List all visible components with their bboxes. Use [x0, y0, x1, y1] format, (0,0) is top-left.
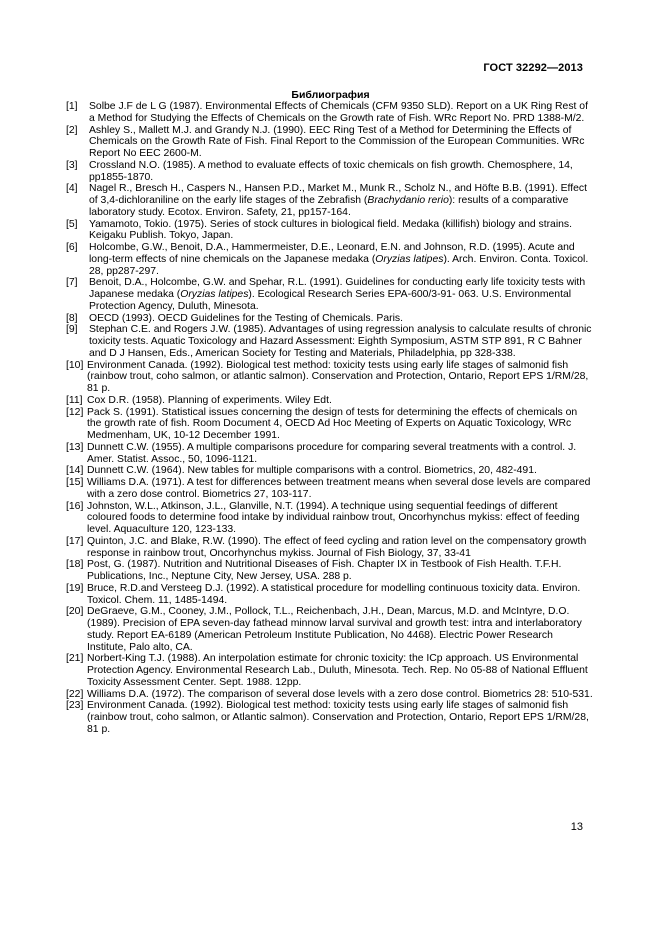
species-name: Oryzias latipes — [375, 253, 444, 265]
reference-item — [66, 465, 594, 477]
reference-text: Dunnett C.W. (1955). A multiple comparisons procedure for comparing several treatments with a control. J. Amer. Statist. Assoc., 50, 1096-1121. — [87, 441, 577, 465]
reference-number: [14] — [66, 465, 84, 477]
reference-text-part: Holcombe, G.W., Benoit, D.A., Hammermeister, D.E., Leonard, E.N. and Johnson, R.D. (1995). Acute and long-term effects of nine chemicals on the Japanese medaka ( — [89, 242, 575, 265]
reference-text: Stephan C.E. and Rogers J.W. (1985). Advantages of using regression analysis to calculate results of chronic toxicity tests. Aquatic Toxicology and Hazard Assessment: Eighth Symposium, ASTM STP 891, R C Bahner and D J Hansen, Eds., American Society for Testing and Materials, Philadelphia, pp 328-338. — [89, 324, 592, 359]
reference-text: Environment Canada. (1992). Biological test method: toxicity tests using early life stages of salmonid fish (rainbow trout, coho salmon, or Atlantic salmon). Conservation and Protection, Ontario, Report EPS 1/RM/28, 81 p. — [87, 700, 589, 735]
reference-item — [66, 324, 594, 359]
bibliography-title: Библиография — [291, 89, 370, 101]
reference-number: [7] — [66, 277, 78, 289]
reference-number: [21] — [66, 653, 84, 665]
reference-number: [11] — [66, 394, 83, 406]
reference-item — [66, 313, 594, 325]
reference-number: [13] — [66, 441, 84, 453]
reference-item — [66, 395, 594, 407]
reference-text: Post, G. (1987). Nutrition and Nutritional Diseases of Fish. Chapter IX in Testbook of Fish Health. T.F.H. Publications, Inc., Neptune City, New Jersey, USA. 288 p. — [87, 559, 562, 582]
page-number: 13 — [570, 821, 583, 833]
reference-number: [17] — [66, 535, 84, 547]
reference-number: [23] — [66, 700, 84, 712]
reference-item — [66, 689, 594, 701]
reference-text: Ashley S., Mallett M.J. and Grandy N.J. (1990). EEC Ring Test of a Method for Determining the Effects of Chemicals on the Growth Rate of Fish. Final Report to the Commission of the European Communities. WRc Report No EEC 2600-M. — [89, 124, 585, 159]
reference-item — [66, 183, 594, 218]
reference-number: [22] — [66, 688, 84, 700]
reference-item — [66, 559, 594, 583]
reference-number: [12] — [66, 406, 84, 418]
reference-number: [16] — [66, 500, 84, 512]
reference-item — [66, 407, 594, 442]
reference-item — [66, 101, 594, 125]
reference-item — [66, 125, 594, 160]
reference-text: Williams D.A. (1972). The comparison of several dose levels with a zero dose control. Biometrics 28: 510-531. — [87, 688, 593, 700]
reference-text: Yamamoto, Tokio. (1975). Series of stock cultures in biological field. Medaka (killifish) biology and strains. Keigaku Publish. Tokyo, Japan. — [89, 218, 573, 242]
species-name: Brachydanio rerio — [367, 195, 449, 206]
reference-item — [66, 501, 594, 536]
reference-text-part: Nagel R., Bresch H., Caspers N., Hansen P.D., Market M., Munk R., Scholz N., and Höfte B.B. (1991). Effect of 3,4-dichloraniline on the early life stages of the Zebrafish ( — [89, 183, 587, 206]
reference-number: [10] — [66, 359, 84, 371]
reference-item — [66, 242, 594, 277]
reference-text: Crossland N.O. (1985). A method to evaluate effects of toxic chemicals on fish growth. Chemosphere, 14, pp1855-1870. — [89, 159, 573, 183]
reference-number: [4] — [66, 183, 78, 195]
reference-text: OECD (1993). OECD Guidelines for the Testing of Chemicals. Paris. — [89, 312, 403, 324]
reference-text — [89, 242, 594, 277]
reference-text: Williams D.A. (1971). A test for differences between treatment means when several dose levels are compared with a zero dose control. Biometrics 27, 103-117. — [87, 477, 591, 500]
reference-item — [66, 653, 594, 688]
reference-item — [66, 219, 594, 243]
reference-number: [19] — [66, 582, 84, 594]
reference-number: [8] — [66, 312, 78, 324]
standard-number: ГОСТ 32292—2013 — [483, 62, 583, 74]
reference-text-part: ): results of a comparative laboratory study. Ecotox. Environ. Safety, 21, pp157-164. — [89, 195, 569, 218]
reference-number: [1] — [66, 101, 78, 112]
reference-text-part: ). Ecological Research Series EPA-600/3-91- 063. U.S. Environmental Protection Agency, Duluth, Minesota. — [89, 289, 572, 312]
reference-text-part: ). Arch. Environ. Conta. Toxicol. 28, pp287-297. — [89, 253, 589, 277]
reference-text: Pack S. (1991). Statistical issues concerning the design of tests for determining the effects of chemicals on the growth rate of fish. Room Document 4, OECD Ad Hoc Meeting of Experts on Aquatic Toxicology, WRc Medmenham, UK, 10-12 December 1991. — [87, 406, 578, 441]
reference-text: Cox D.R. (1958). Planning of experiments. Wiley Edt. — [87, 394, 332, 406]
reference-text: Solbe J.F de L G (1987). Environmental Effects of Chemicals (CFM 9350 SLD). Report on a UK Ring Rest of a Method for Studying the Effects of Chemicals on the Growth rate of Fish. WRc Report No. PRD 1388-M/2. — [89, 101, 588, 124]
reference-text — [89, 183, 594, 218]
reference-text: Bruce, R.D.and Versteeg D.J. (1992). A statistical procedure for modelling continuous toxicity data. Environ. Toxicol. Chem. 11, 1485-1494. — [87, 582, 581, 606]
reference-list — [66, 101, 594, 736]
reference-item — [66, 277, 594, 312]
reference-number: [5] — [66, 218, 78, 230]
reference-item — [66, 536, 594, 560]
reference-item — [66, 477, 594, 501]
reference-item — [66, 700, 594, 735]
reference-number: [9] — [66, 324, 78, 336]
reference-text: Quinton, J.C. and Blake, R.W. (1990). The effect of feed cycling and ration level on the compensatory growth response in rainbow trout, Oncorhynchus mykiss. Journal of Fish Biology, 37, 33-41 — [87, 535, 587, 559]
reference-item — [66, 583, 594, 607]
reference-number: [3] — [66, 159, 78, 171]
reference-text — [89, 277, 594, 312]
reference-number: [6] — [66, 242, 78, 253]
reference-item — [66, 442, 594, 466]
reference-text: Environment Canada. (1992). Biological test method: toxicity tests using early life stages of salmonid fish (rainbow trout, coho salmon, or atlantic salmon). Conservation and Protection, Ontario, Report EPS 1/RM/28, 81 p. — [87, 359, 589, 394]
reference-number: [18] — [66, 559, 84, 571]
reference-text: Johnston, W.L., Atkinson, J.L., Glanville, N.T. (1994). A technique using sequential feedings of different coloured foods to determine food intake by individual rainbow trout, Oncorhynchus mykiss: effect of feeding level. Aquaculture 120, 123-133. — [87, 500, 580, 535]
reference-text: Norbert-King T.J. (1988). An interpolation estimate for chronic toxicity: the ICp approach. US Environmental Protection Agency. Environmental Research Lab., Duluth, Minesota. Tech. Rep. No 05-88 of National Effluent Toxicity Assessment Center. Sept. 1988. 12pp. — [87, 653, 588, 688]
reference-text: Dunnett C.W. (1964). New tables for multiple comparisons with a control. Biometrics, 20, 482-491. — [87, 465, 537, 477]
reference-item — [66, 160, 594, 184]
reference-text: DeGraeve, G.M., Cooney, J.M., Pollock, T.L., Reichenbach, J.H., Dean, Marcus, M.D. and McIntyre, D.O. (1989). Precision of EPA seven-day fathead minnow larval survival and growth test: intra and interlaboratory study. Report EA-6189 (American Petroleum Institute Publication, No 4468). Electric Power Research Institute, Palo alto, CA. — [87, 606, 582, 653]
reference-number: [2] — [66, 124, 78, 136]
species-name: Oryzias latipes — [180, 289, 249, 300]
reference-item — [66, 360, 594, 395]
reference-item — [66, 606, 594, 653]
reference-number: [20] — [66, 606, 84, 618]
reference-text-part: Benoit, D.A., Holcombe, G.W. and Spehar, R.L. (1991). Guidelines for conducting early life toxicity tests with Japanese medaka ( — [89, 277, 586, 300]
reference-number: [15] — [66, 477, 84, 488]
